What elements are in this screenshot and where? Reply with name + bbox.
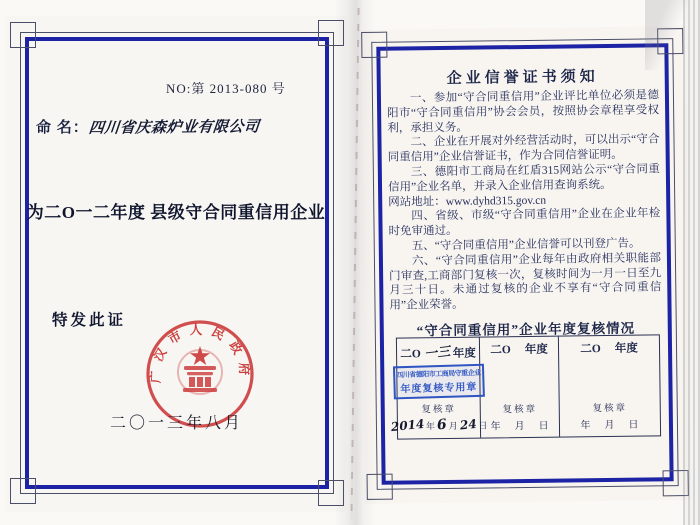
year-header bbox=[400, 342, 476, 362]
notice-paragraph: 六、“守合同重信用”企业每年由政府相关职能部门审查,工商部门复核一次，复核时间为一月一日至九月三十日。未通过复核的企业不享有“守合同重信用”企业荣誉。 bbox=[389, 252, 662, 312]
review-date bbox=[390, 416, 487, 433]
issue-date: 二〇一三年八月 bbox=[110, 415, 244, 432]
year-prefix: 二O bbox=[490, 344, 511, 357]
review-seal-label: 复核章 bbox=[502, 404, 538, 416]
national-emblem-icon bbox=[178, 346, 222, 394]
year-header bbox=[490, 341, 548, 358]
corner-ornament bbox=[367, 474, 393, 500]
corner-ornament bbox=[10, 478, 36, 504]
year-prefix: 二O bbox=[400, 348, 421, 361]
notice-paragraph: 一、参加“守合同重信用”企业评比单位必须是德阳市“守合同重信用”协会会员，按照协会章程享受权利，承担义务。 bbox=[387, 89, 660, 135]
corner-ornament bbox=[657, 28, 683, 54]
company-name-handwritten: 四川省庆森炉业有限公司 bbox=[87, 117, 261, 137]
certificate-serial-number: NO:第 2013-080 号 bbox=[166, 81, 286, 96]
date-month-handwritten: 6 bbox=[436, 416, 448, 434]
date-year-unit: 年 bbox=[490, 421, 502, 433]
notice-title: 企业信誉证书须知 bbox=[446, 69, 599, 87]
company-name-line bbox=[36, 116, 259, 137]
year-header bbox=[580, 340, 638, 357]
corner-ornament bbox=[318, 480, 344, 506]
award-statement: 为二O一二年度 县级守合同重信用企业 bbox=[26, 203, 326, 222]
year-suffix: 年度 bbox=[614, 342, 638, 355]
stamp-line2: 年度复核专用章 bbox=[399, 381, 478, 396]
year-handwritten: 一三 bbox=[423, 344, 451, 363]
review-date-blank bbox=[490, 417, 549, 433]
name-label: 命 名： bbox=[36, 120, 89, 136]
review-cell-blank bbox=[479, 337, 559, 438]
date-month-unit: 月 bbox=[448, 420, 458, 431]
year-prefix: 二O bbox=[580, 343, 601, 356]
date-day-handwritten: 24 bbox=[459, 416, 478, 433]
review-date-blank bbox=[580, 416, 639, 432]
corner-ornament bbox=[10, 22, 36, 48]
date-day-unit: 日 bbox=[478, 420, 488, 431]
year-suffix: 年度 bbox=[524, 343, 548, 357]
cell-bottom bbox=[580, 400, 639, 432]
date-year-handwritten: 2014 bbox=[389, 416, 425, 435]
review-seal-label: 复核章 bbox=[592, 403, 628, 415]
stamp-line1: 四川省德阳市工商局守重企业 bbox=[395, 368, 481, 380]
corner-ornament bbox=[663, 470, 689, 496]
certificate-right-page bbox=[359, 26, 691, 504]
date-day-unit: 日 bbox=[538, 420, 550, 432]
issuance-statement: 特发此证 bbox=[52, 312, 127, 329]
year-suffix: 年度 bbox=[452, 347, 476, 360]
notice-body bbox=[387, 88, 662, 313]
date-month-unit: 月 bbox=[604, 419, 616, 432]
notice-paragraph: 三、德阳市工商局在红盾315网站公示“守合同重信用”企业名单，并录入企业信用查询系统。 bbox=[387, 163, 660, 194]
date-year-unit: 年 bbox=[580, 420, 592, 432]
cell-bottom bbox=[390, 400, 487, 433]
notice-paragraph: 五、“守合同重信用”企业信誉可以刊登广告。 bbox=[411, 237, 641, 253]
fold-crease-line bbox=[350, 8, 359, 520]
date-year-unit: 年 bbox=[425, 421, 435, 432]
review-seal-label: 复核章 bbox=[421, 404, 457, 416]
review-cell-2013 bbox=[389, 338, 488, 439]
review-section-title: “守合同重信用”企业年度复核情况 bbox=[416, 320, 636, 339]
website-line: 网站地址：www.dyhd315.gov.cn bbox=[388, 194, 547, 209]
review-office-stamp bbox=[393, 364, 484, 400]
review-cell-blank bbox=[558, 335, 660, 436]
seal-ring-text: 广汉市人民政府 bbox=[148, 323, 252, 384]
notice-paragraph: 四、省级、市级“守合同重信用”企业在企业年检时免审通过。 bbox=[388, 207, 661, 238]
date-day-unit: 日 bbox=[628, 419, 640, 431]
certificate-left-page bbox=[6, 16, 346, 512]
corner-ornament bbox=[361, 32, 387, 58]
date-month-unit: 月 bbox=[514, 421, 526, 433]
notice-paragraph: 二、企业在开展对外经营活动时，可以出示“守合同重信用”企业信誉证书，作为合同信誉证明。 bbox=[387, 133, 660, 164]
cell-bottom bbox=[490, 401, 549, 433]
annual-review-table bbox=[389, 334, 661, 439]
corner-ornament bbox=[318, 20, 344, 46]
